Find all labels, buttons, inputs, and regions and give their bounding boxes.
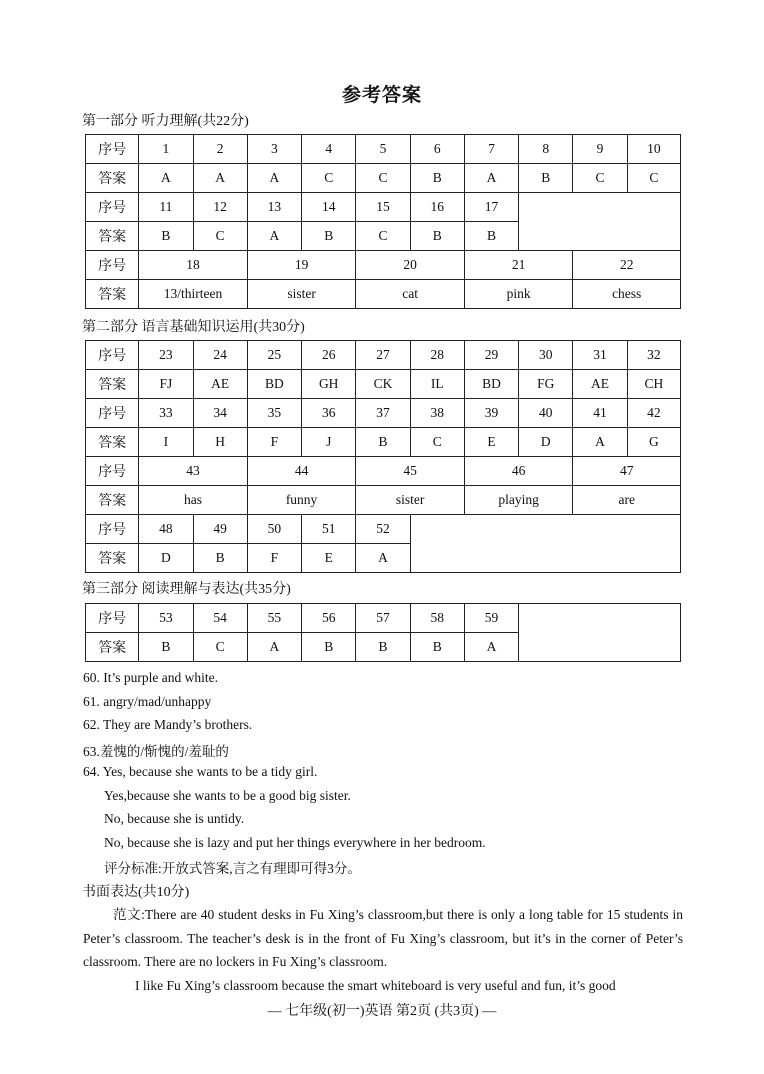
answer-cell: A — [464, 633, 518, 662]
question-number: 24 — [193, 341, 247, 370]
row-label: 序号 — [86, 515, 139, 544]
answer-cell: B — [302, 633, 356, 662]
question-number: 13 — [247, 193, 301, 222]
answer-cell: IL — [410, 370, 464, 399]
row-label: 序号 — [86, 135, 139, 164]
answer-cell: FG — [519, 370, 573, 399]
question-number: 28 — [410, 341, 464, 370]
answer-line-64-alt: No, because she is lazy and put her things everywhere in her bedroom. — [104, 835, 486, 850]
question-number: 48 — [139, 515, 193, 544]
empty-cell — [519, 193, 681, 251]
question-number: 42 — [627, 399, 680, 428]
table-row — [86, 457, 681, 486]
answer-cell: B — [410, 633, 464, 662]
question-number: 50 — [247, 515, 301, 544]
table-row — [86, 486, 681, 515]
question-number: 20 — [356, 251, 465, 280]
scoring-criteria: 评分标准:开放式答案,言之有理即可得3分。 — [104, 861, 361, 876]
question-number: 45 — [356, 457, 465, 486]
answer-cell: B — [356, 428, 410, 457]
row-label: 答案 — [86, 428, 139, 457]
question-number: 17 — [464, 193, 518, 222]
answer-cell: B — [410, 222, 464, 251]
question-number: 39 — [464, 399, 518, 428]
question-number: 10 — [627, 135, 680, 164]
question-number: 18 — [139, 251, 248, 280]
row-label: 序号 — [86, 457, 139, 486]
sample-essay — [83, 903, 683, 997]
answer-cell: FJ — [139, 370, 193, 399]
question-number: 37 — [356, 399, 410, 428]
part3-heading: 第三部分 阅读理解与表达(共35分) — [82, 582, 291, 597]
answer-line-62: 62. They are Mandy’s brothers. — [83, 717, 253, 732]
row-label: 答案 — [86, 633, 139, 662]
empty-cell — [519, 604, 681, 662]
question-number: 47 — [573, 457, 681, 486]
answer-cell: C — [193, 222, 247, 251]
answer-cell: B — [356, 633, 410, 662]
question-number: 30 — [519, 341, 573, 370]
table-row — [86, 428, 681, 457]
row-label: 序号 — [86, 399, 139, 428]
row-label: 序号 — [86, 251, 139, 280]
answer-cell: G — [627, 428, 680, 457]
answer-cell: pink — [464, 280, 573, 309]
answer-cell: BD — [247, 370, 301, 399]
answer-line-64-alt: Yes,because she wants to be a good big sister. — [104, 788, 351, 803]
question-number: 3 — [247, 135, 301, 164]
question-number: 7 — [464, 135, 518, 164]
table-row — [86, 280, 681, 309]
table-row — [86, 135, 681, 164]
row-label: 序号 — [86, 604, 139, 633]
question-number: 2 — [193, 135, 247, 164]
question-number: 31 — [573, 341, 627, 370]
part2-heading: 第二部分 语言基础知识运用(共30分) — [82, 320, 305, 335]
answer-cell: C — [410, 428, 464, 457]
answer-cell: has — [139, 486, 248, 515]
answer-cell: A — [464, 164, 518, 193]
question-number: 43 — [139, 457, 248, 486]
answer-cell: C — [356, 164, 410, 193]
answer-cell: A — [139, 164, 193, 193]
question-number: 19 — [247, 251, 356, 280]
answer-line-60: 60. It’s purple and white. — [83, 670, 218, 685]
answer-cell: A — [356, 544, 410, 573]
answer-cell: sister — [247, 280, 356, 309]
table-row — [86, 604, 681, 633]
table-row — [86, 251, 681, 280]
answer-cell: J — [302, 428, 356, 457]
row-label: 答案 — [86, 486, 139, 515]
answer-line-61: 61. angry/mad/unhappy — [83, 694, 212, 709]
answer-cell: 13/thirteen — [139, 280, 248, 309]
answer-cell: A — [247, 164, 301, 193]
question-number: 32 — [627, 341, 680, 370]
row-label: 答案 — [86, 544, 139, 573]
question-number: 38 — [410, 399, 464, 428]
question-number: 4 — [302, 135, 356, 164]
table-row — [86, 164, 681, 193]
answer-cell: AE — [573, 370, 627, 399]
answer-cell: GH — [302, 370, 356, 399]
answer-cell: chess — [573, 280, 681, 309]
question-number: 59 — [464, 604, 518, 633]
question-number: 9 — [573, 135, 627, 164]
question-number: 29 — [464, 341, 518, 370]
answer-cell: I — [139, 428, 193, 457]
answer-cell: F — [247, 428, 301, 457]
answer-line-64: 64. Yes, because she wants to be a tidy girl. — [83, 764, 318, 779]
answer-cell: C — [627, 164, 680, 193]
row-label: 序号 — [86, 341, 139, 370]
question-number: 55 — [247, 604, 301, 633]
answer-cell: B — [302, 222, 356, 251]
answer-cell: D — [519, 428, 573, 457]
question-number: 25 — [247, 341, 301, 370]
answer-cell: B — [410, 164, 464, 193]
answer-cell: A — [247, 222, 301, 251]
row-label: 答案 — [86, 164, 139, 193]
question-number: 40 — [519, 399, 573, 428]
question-number: 35 — [247, 399, 301, 428]
answer-cell: B — [139, 222, 193, 251]
question-number: 56 — [302, 604, 356, 633]
answer-cell: BD — [464, 370, 518, 399]
question-number: 49 — [193, 515, 247, 544]
answer-line-63: 63.羞愧的/惭愧的/羞耻的 — [83, 744, 229, 759]
page-footer: — 七年级(初一)英语 第2页 (共3页) — — [267, 1004, 497, 1019]
answer-cell: B — [519, 164, 573, 193]
row-label: 序号 — [86, 193, 139, 222]
answer-cell: CK — [356, 370, 410, 399]
question-number: 36 — [302, 399, 356, 428]
row-label: 答案 — [86, 280, 139, 309]
answer-cell: A — [193, 164, 247, 193]
question-number: 12 — [193, 193, 247, 222]
question-number: 6 — [410, 135, 464, 164]
question-number: 34 — [193, 399, 247, 428]
answer-cell: H — [193, 428, 247, 457]
question-number: 44 — [247, 457, 356, 486]
question-number: 16 — [410, 193, 464, 222]
question-number: 46 — [464, 457, 573, 486]
question-number: 8 — [519, 135, 573, 164]
answer-line-64-alt: No, because she is untidy. — [104, 811, 245, 826]
part3-answer-table — [85, 603, 681, 662]
answer-cell: are — [573, 486, 681, 515]
answer-cell: C — [193, 633, 247, 662]
question-number: 52 — [356, 515, 410, 544]
question-number: 15 — [356, 193, 410, 222]
question-number: 14 — [302, 193, 356, 222]
question-number: 57 — [356, 604, 410, 633]
sample-essay-paragraph-1: 范文:There are 40 student desks in Fu Xing’s classroom,but there is only a long table for 15 students in Peter’s classroom. The teacher’s desk is in the front of Fu Xing’s classroom, but it’s in the corner of Peter’s classroom. There are no lockers in Fu Xing’s classroom. — [83, 907, 683, 969]
row-label: 答案 — [86, 222, 139, 251]
table-row — [86, 399, 681, 428]
part1-answer-table — [85, 134, 681, 309]
answer-cell: F — [247, 544, 301, 573]
question-number: 53 — [139, 604, 193, 633]
question-number: 11 — [139, 193, 193, 222]
sample-essay-paragraph-2: I like Fu Xing’s classroom because the smart whiteboard is very useful and fun, it’s good — [135, 977, 616, 993]
answer-cell: E — [302, 544, 356, 573]
answer-cell: AE — [193, 370, 247, 399]
question-number: 5 — [356, 135, 410, 164]
page-title: 参考答案 — [341, 85, 422, 106]
answer-cell: B — [193, 544, 247, 573]
empty-cell — [410, 515, 680, 573]
question-number: 1 — [139, 135, 193, 164]
part2-answer-table — [85, 340, 681, 573]
table-row — [86, 370, 681, 399]
answer-cell: C — [356, 222, 410, 251]
answer-cell: D — [139, 544, 193, 573]
writing-heading: 书面表达(共10分) — [82, 885, 190, 900]
question-number: 26 — [302, 341, 356, 370]
answer-cell: E — [464, 428, 518, 457]
question-number: 41 — [573, 399, 627, 428]
question-number: 51 — [302, 515, 356, 544]
part1-heading: 第一部分 听力理解(共22分) — [82, 114, 249, 129]
question-number: 58 — [410, 604, 464, 633]
table-row — [86, 341, 681, 370]
answer-cell: B — [464, 222, 518, 251]
answer-cell: C — [302, 164, 356, 193]
question-number: 23 — [139, 341, 193, 370]
answer-cell: CH — [627, 370, 680, 399]
answer-cell: cat — [356, 280, 465, 309]
answer-cell: C — [573, 164, 627, 193]
answer-cell: B — [139, 633, 193, 662]
answer-cell: playing — [464, 486, 573, 515]
answer-cell: A — [573, 428, 627, 457]
question-number: 33 — [139, 399, 193, 428]
row-label: 答案 — [86, 370, 139, 399]
answer-cell: A — [247, 633, 301, 662]
answer-cell: funny — [247, 486, 356, 515]
question-number: 54 — [193, 604, 247, 633]
table-row — [86, 193, 681, 222]
answer-cell: sister — [356, 486, 465, 515]
question-number: 21 — [464, 251, 573, 280]
table-row — [86, 515, 681, 544]
question-number: 27 — [356, 341, 410, 370]
question-number: 22 — [573, 251, 681, 280]
